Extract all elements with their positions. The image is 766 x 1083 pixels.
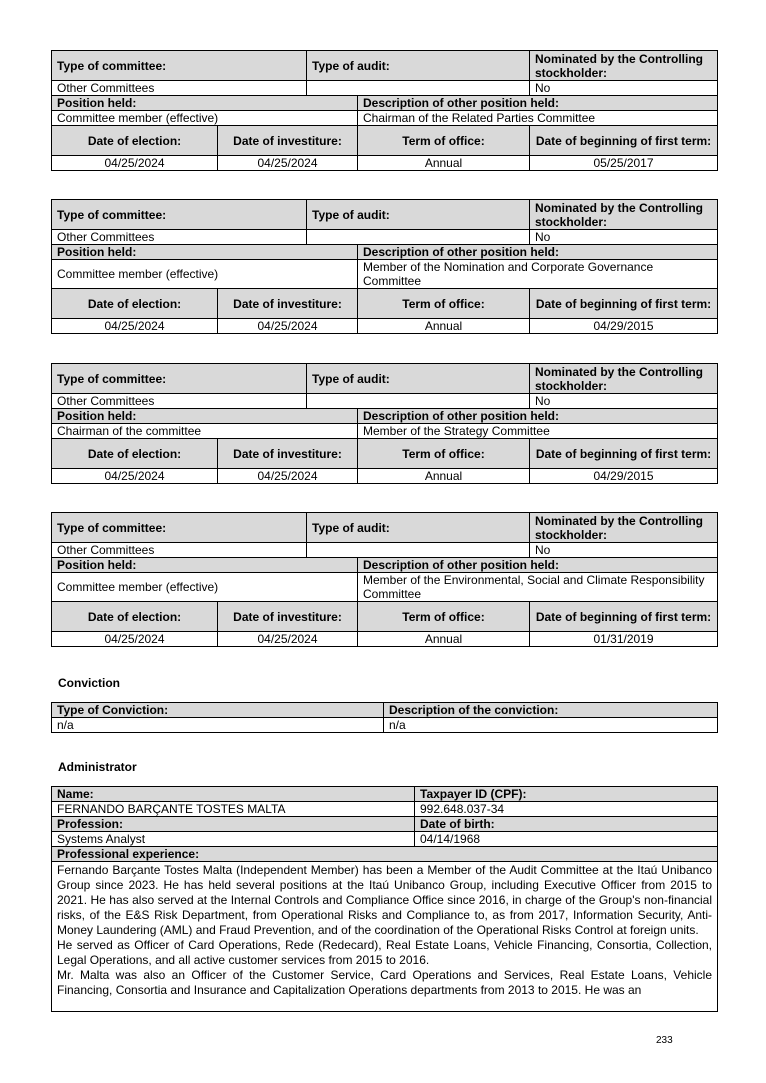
experience-label: Professional experience: bbox=[52, 847, 718, 862]
date-first-term-label: Date of beginning of first term: bbox=[530, 289, 718, 319]
date-of-investiture-label: Date of investiture: bbox=[218, 439, 358, 469]
cpf-value: 992.648.037-34 bbox=[415, 802, 718, 817]
date-of-election-label: Date of election: bbox=[52, 439, 218, 469]
type-of-audit-label: Type of audit: bbox=[307, 200, 530, 230]
committee-table-4 bbox=[51, 512, 717, 647]
date-of-investiture-label: Date of investiture: bbox=[218, 289, 358, 319]
type-of-audit-value bbox=[307, 543, 530, 558]
administrator-table bbox=[51, 786, 717, 1012]
experience-paragraph-2: He served as Officer of Card Operations, Rede (Redecard), Real Estate Loans, Vehicle Financing, Consortia, Collection, Legal Operations, and all active customer services from 2015 to 2016. bbox=[57, 938, 712, 967]
type-of-audit-label: Type of audit: bbox=[307, 364, 530, 394]
date-of-investiture-value: 04/25/2024 bbox=[218, 319, 358, 334]
type-of-committee-label: Type of committee: bbox=[52, 513, 307, 543]
conviction-title: Conviction bbox=[58, 676, 120, 690]
type-of-audit-value bbox=[307, 394, 530, 409]
date-of-investiture-value: 04/25/2024 bbox=[218, 469, 358, 484]
description-label: Description of other position held: bbox=[358, 409, 718, 424]
description-label: Description of other position held: bbox=[358, 245, 718, 260]
type-of-committee-label: Type of committee: bbox=[52, 200, 307, 230]
date-of-investiture-label: Date of investiture: bbox=[218, 602, 358, 632]
position-held-value: Committee member (effective) bbox=[52, 260, 358, 289]
type-of-committee-value: Other Committees bbox=[52, 81, 307, 96]
date-first-term-label: Date of beginning of first term: bbox=[530, 602, 718, 632]
term-of-office-label: Term of office: bbox=[358, 602, 530, 632]
position-held-value: Committee member (effective) bbox=[52, 573, 358, 602]
type-of-audit-label: Type of audit: bbox=[307, 513, 530, 543]
conviction-description-value: n/a bbox=[384, 718, 718, 733]
date-of-investiture-label: Date of investiture: bbox=[218, 126, 358, 156]
description-label: Description of other position held: bbox=[358, 558, 718, 573]
description-value: Member of the Nomination and Corporate Governance Committee bbox=[358, 260, 718, 289]
date-first-term-value: 01/31/2019 bbox=[530, 632, 718, 647]
position-held-label: Position held: bbox=[52, 409, 358, 424]
term-of-office-label: Term of office: bbox=[358, 289, 530, 319]
page-number: 233 bbox=[656, 1035, 673, 1046]
date-of-investiture-value: 04/25/2024 bbox=[218, 632, 358, 647]
term-of-office-value: Annual bbox=[358, 156, 530, 171]
administrator-title: Administrator bbox=[58, 760, 137, 774]
date-of-election-value: 04/25/2024 bbox=[52, 156, 218, 171]
term-of-office-value: Annual bbox=[358, 319, 530, 334]
position-held-value: Committee member (effective) bbox=[52, 111, 358, 126]
position-held-label: Position held: bbox=[52, 245, 358, 260]
nominated-value: No bbox=[530, 81, 718, 96]
date-of-election-label: Date of election: bbox=[52, 602, 218, 632]
nominated-value: No bbox=[530, 394, 718, 409]
date-first-term-value: 05/25/2017 bbox=[530, 156, 718, 171]
nominated-label: Nominated by the Controlling stockholder: bbox=[530, 513, 718, 543]
date-of-election-label: Date of election: bbox=[52, 289, 218, 319]
term-of-office-label: Term of office: bbox=[358, 439, 530, 469]
description-value: Member of the Strategy Committee bbox=[358, 424, 718, 439]
date-first-term-value: 04/29/2015 bbox=[530, 469, 718, 484]
type-of-committee-value: Other Committees bbox=[52, 394, 307, 409]
type-of-committee-label: Type of committee: bbox=[52, 364, 307, 394]
position-held-label: Position held: bbox=[52, 96, 358, 111]
type-of-audit-label: Type of audit: bbox=[307, 51, 530, 81]
profession-label: Profession: bbox=[52, 817, 415, 832]
birth-label: Date of birth: bbox=[415, 817, 718, 832]
experience-paragraph-1: Fernando Barçante Tostes Malta (Independent Member) has been a Member of the Audit Committee at the Itaú Unibanco Group since 2023. He has held several positions at the Itaú Unibanco Group, including Executive Officer from 2015 to 2021. He has also served at the Internal Controls and Compliance Office since 2016, in charge of the Group's non-financial risks, of the E&S Risk Department, from Operational Risks and Compliance to, as from 2017, Information Security, Anti-Money Laundering (AML) and Fraud Prevention, and of the coordination of the Operational Risks Control at foreign units. bbox=[57, 863, 712, 937]
nominated-label: Nominated by the Controlling stockholder: bbox=[530, 51, 718, 81]
name-value: FERNANDO BARÇANTE TOSTES MALTA bbox=[52, 802, 415, 817]
name-label: Name: bbox=[52, 787, 415, 802]
date-first-term-value: 04/29/2015 bbox=[530, 319, 718, 334]
date-of-election-label: Date of election: bbox=[52, 126, 218, 156]
nominated-value: No bbox=[530, 230, 718, 245]
conviction-description-label: Description of the conviction: bbox=[384, 703, 718, 718]
committee-table-3 bbox=[51, 363, 717, 484]
nominated-value: No bbox=[530, 543, 718, 558]
committee-table-2 bbox=[51, 199, 717, 334]
type-of-committee-value: Other Committees bbox=[52, 543, 307, 558]
birth-value: 04/14/1968 bbox=[415, 832, 718, 847]
term-of-office-value: Annual bbox=[358, 469, 530, 484]
date-of-election-value: 04/25/2024 bbox=[52, 319, 218, 334]
experience-text bbox=[52, 862, 718, 1012]
description-value: Chairman of the Related Parties Committee bbox=[358, 111, 718, 126]
type-of-committee-label: Type of committee: bbox=[52, 51, 307, 81]
term-of-office-label: Term of office: bbox=[358, 126, 530, 156]
type-of-committee-value: Other Committees bbox=[52, 230, 307, 245]
conviction-table bbox=[51, 702, 717, 733]
nominated-label: Nominated by the Controlling stockholder: bbox=[530, 200, 718, 230]
date-of-election-value: 04/25/2024 bbox=[52, 632, 218, 647]
type-of-audit-value bbox=[307, 81, 530, 96]
date-first-term-label: Date of beginning of first term: bbox=[530, 126, 718, 156]
term-of-office-value: Annual bbox=[358, 632, 530, 647]
conviction-type-label: Type of Conviction: bbox=[52, 703, 384, 718]
profession-value: Systems Analyst bbox=[52, 832, 415, 847]
cpf-label: Taxpayer ID (CPF): bbox=[415, 787, 718, 802]
type-of-audit-value bbox=[307, 230, 530, 245]
position-held-value: Chairman of the committee bbox=[52, 424, 358, 439]
committee-table-1 bbox=[51, 50, 717, 171]
conviction-type-value: n/a bbox=[52, 718, 384, 733]
experience-paragraph-3: Mr. Malta was also an Officer of the Customer Service, Card Operations and Services, Real Estate Loans, Vehicle Financing, Consortia and Insurance and Capitalization Operations departments from 2013 to 2015. He was an bbox=[57, 968, 712, 997]
description-value: Member of the Environmental, Social and Climate Responsibility Committee bbox=[358, 573, 718, 602]
position-held-label: Position held: bbox=[52, 558, 358, 573]
date-first-term-label: Date of beginning of first term: bbox=[530, 439, 718, 469]
nominated-label: Nominated by the Controlling stockholder: bbox=[530, 364, 718, 394]
description-label: Description of other position held: bbox=[358, 96, 718, 111]
date-of-election-value: 04/25/2024 bbox=[52, 469, 218, 484]
date-of-investiture-value: 04/25/2024 bbox=[218, 156, 358, 171]
